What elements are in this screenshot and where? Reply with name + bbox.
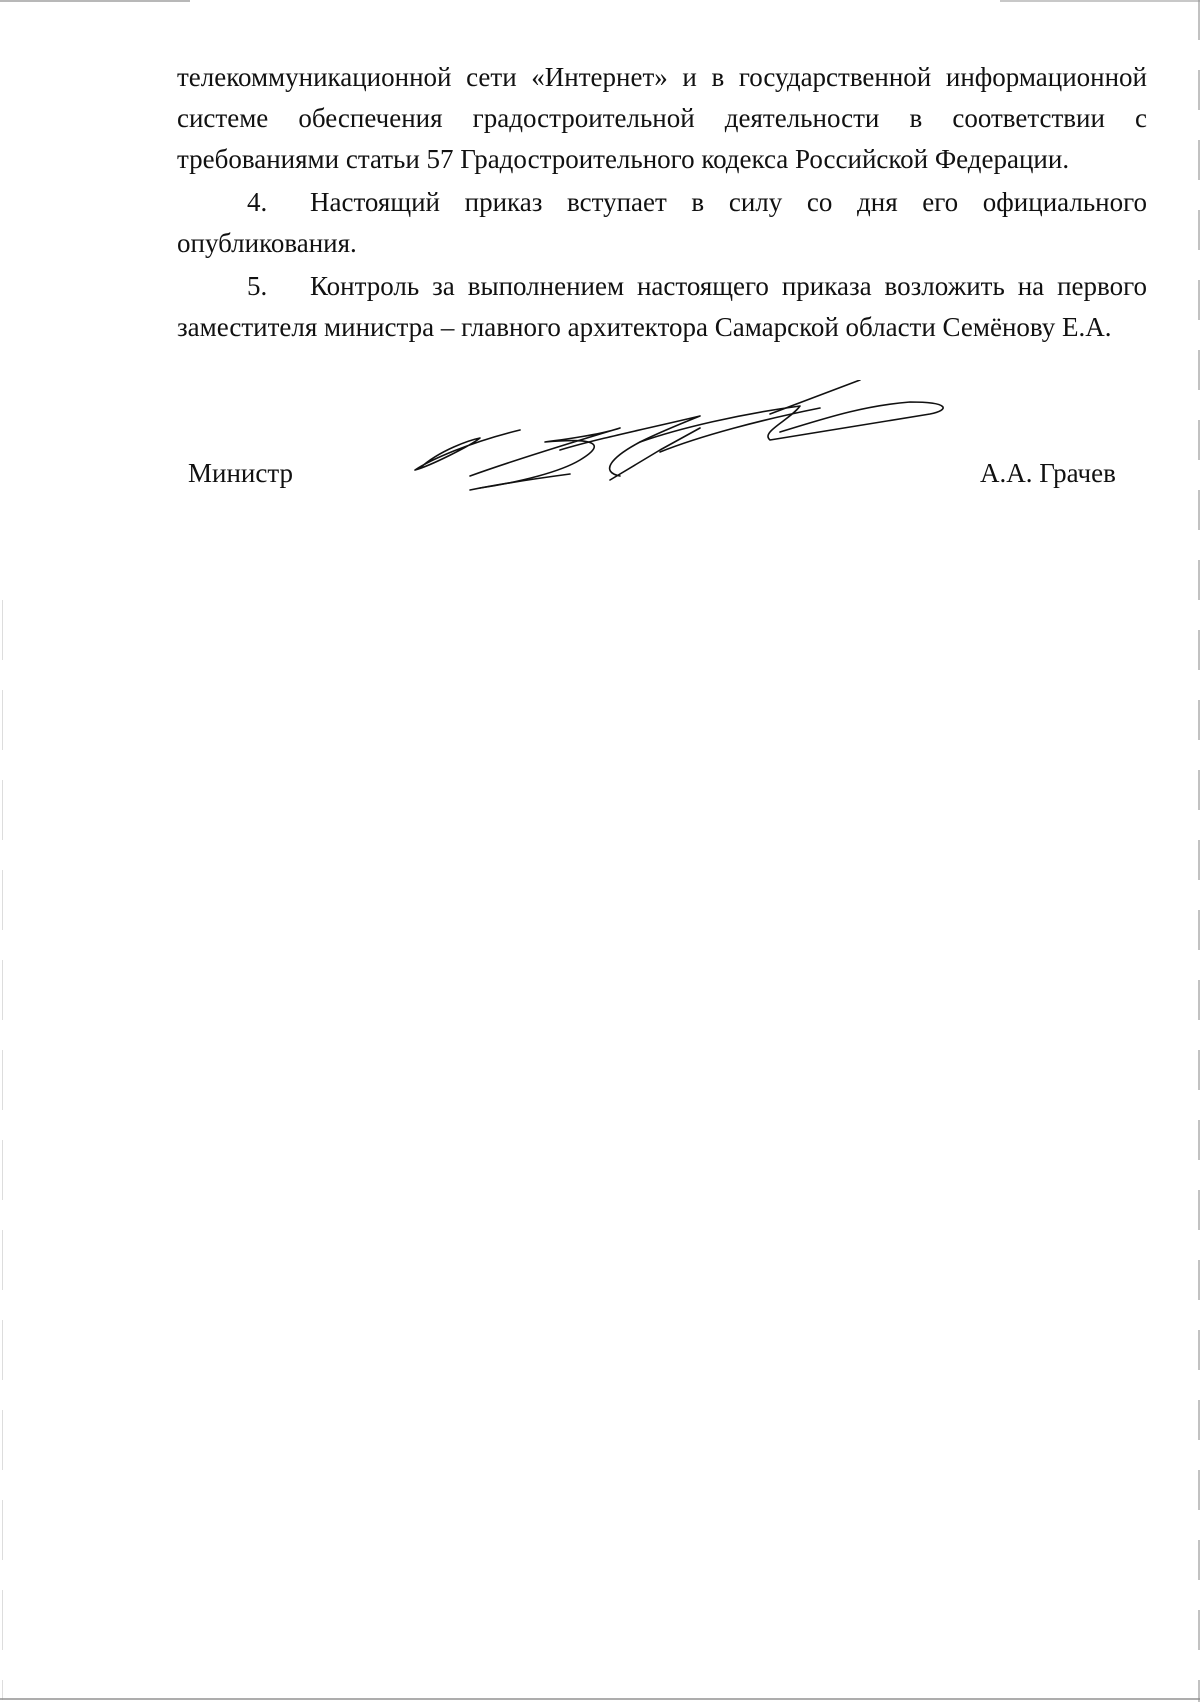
signature-stroke	[660, 408, 820, 452]
paragraph-continuation	[177, 57, 1147, 180]
paragraph-number: 5.	[247, 271, 268, 301]
paragraph-number: 4.	[247, 187, 268, 217]
signature-stroke	[470, 428, 620, 488]
scan-edge-bottom	[0, 1698, 1200, 1700]
signature-stroke	[640, 402, 943, 442]
scan-edge-left	[2, 600, 3, 1700]
paragraph-text: телекоммуникационной сети «Интернет» и в государственной информационной системе обеспечения градостроительной деятельности в соответствии с требованиями статьи 57 Градостроительного кодекса Российской Федерации.	[177, 62, 1147, 174]
signatory-position: Министр	[188, 458, 293, 488]
paragraph-item-5	[177, 266, 1147, 348]
paragraph-text: Контроль за выполнением настоящего приказа возложить на первого заместителя министра – главного архитектора Самарской области Семёнову Е.А.	[177, 271, 1147, 342]
paragraph-text: Настоящий приказ вступает в силу со дня его официального опубликования.	[177, 187, 1147, 258]
signature-stroke	[610, 428, 700, 480]
document-body	[177, 57, 1147, 348]
signature-stroke	[770, 380, 860, 414]
signature-stroke	[470, 474, 570, 490]
scan-edge-top	[0, 0, 1200, 2]
signature-block	[0, 440, 1200, 520]
signatory-name: А.А. Грачев	[980, 458, 1116, 488]
signature-stroke	[415, 430, 520, 470]
signature-stroke	[560, 416, 700, 476]
paragraph-item-4	[177, 182, 1147, 264]
